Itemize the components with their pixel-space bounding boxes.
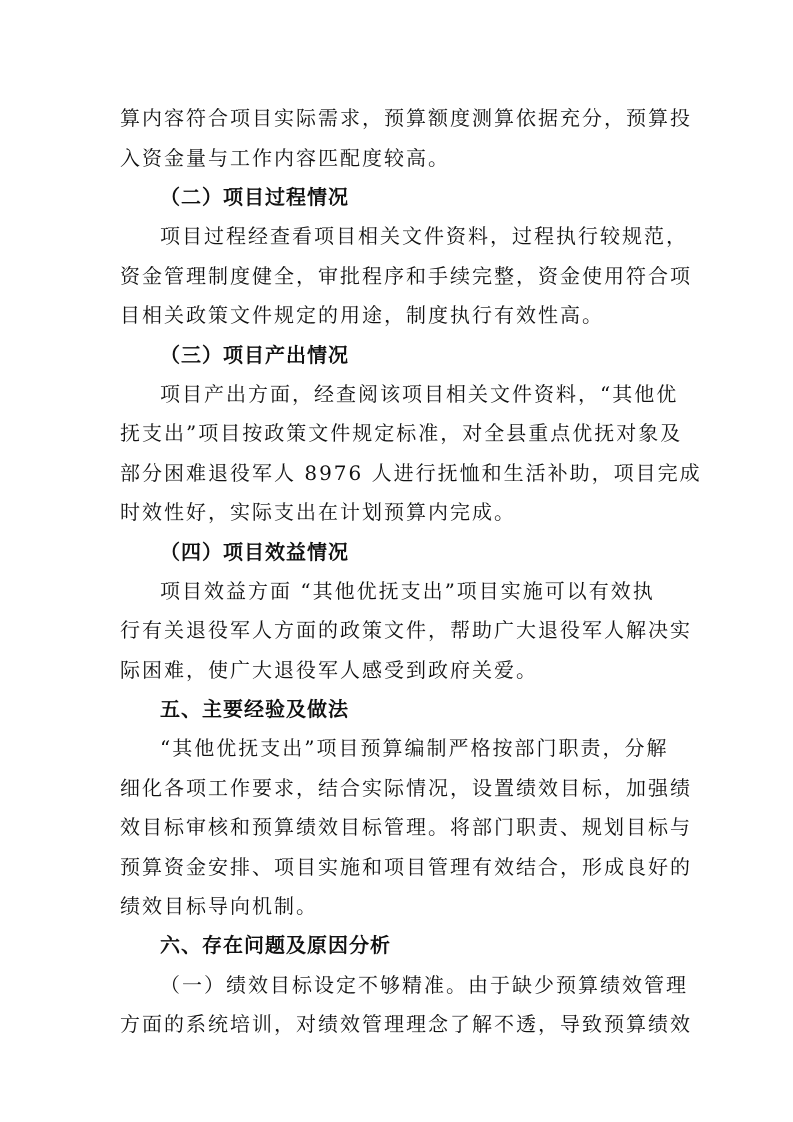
section-heading-output: （三）项目产出情况 bbox=[160, 343, 349, 367]
body-line: 项目过程经查看项目相关文件资料，过程执行较规范， bbox=[160, 224, 688, 248]
body-line: 效目标审核和预算绩效目标管理。将部门职责、规划目标与 bbox=[120, 815, 692, 839]
body-line: 资金管理制度健全，审批程序和手续完整，资金使用符合项 bbox=[120, 264, 692, 288]
body-line: 预算资金安排、项目实施和项目管理有效结合，形成良好的 bbox=[120, 855, 692, 879]
body-line: 目相关政策文件规定的用途，制度执行有效性高。 bbox=[120, 303, 604, 327]
section-heading-problems: 六、存在问题及原因分析 bbox=[160, 933, 391, 957]
body-line: 方面的系统培训，对绩效管理理念了解不透，导致预算绩效 bbox=[120, 1012, 692, 1036]
body-line: 入资金量与工作内容匹配度较高。 bbox=[120, 146, 450, 170]
body-line: 细化各项工作要求，结合实际情况，设置绩效目标，加强绩 bbox=[120, 776, 692, 800]
body-line: （一）绩效目标设定不够精准。由于缺少预算绩效管理 bbox=[160, 973, 688, 997]
body-line: 算内容符合项目实际需求，预算额度测算依据充分，预算投 bbox=[120, 106, 692, 130]
body-line: 部分困难退役军人 8976 人进行抚恤和生活补助，项目完成 bbox=[120, 461, 702, 485]
body-line: 际困难，使广大退役军人感受到政府关爱。 bbox=[120, 658, 538, 682]
body-line: 绩效目标导向机制。 bbox=[120, 894, 318, 918]
body-line: 时效性好，实际支出在计划预算内完成。 bbox=[120, 500, 516, 524]
body-line: “其他优抚支出”项目预算编制严格按部门职责，分解 bbox=[160, 736, 669, 760]
body-line: 抚支出”项目按政策文件规定标准，对全县重点优抚对象及 bbox=[120, 421, 683, 445]
body-line: 行有关退役军人方面的政策文件，帮助广大退役军人解决实 bbox=[120, 618, 692, 642]
section-heading-experience: 五、主要经验及做法 bbox=[160, 697, 349, 721]
section-heading-process: （二）项目过程情况 bbox=[160, 185, 349, 209]
body-line: 项目产出方面，经查阅该项目相关文件资料，“其他优 bbox=[160, 382, 679, 406]
section-heading-benefit: （四）项目效益情况 bbox=[160, 540, 349, 564]
body-line: 项目效益方面 “其他优抚支出”项目实施可以有效执 bbox=[160, 579, 655, 603]
